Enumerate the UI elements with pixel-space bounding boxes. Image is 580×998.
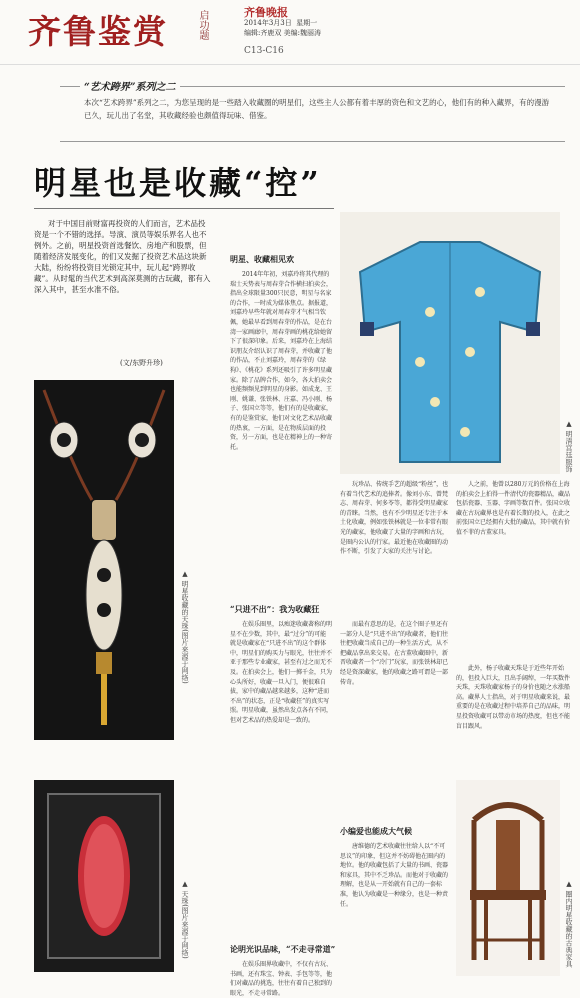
section3-subhead: 论明光识品味，“不走寻常道” [230, 944, 336, 954]
issue-date: 2014年3月3日 [244, 19, 292, 27]
mid-text-2: 在娱乐圈里，以痴迷收藏著称的明星不在少数，其中，最“过分”的可能就是收藏家在“只进不出”的这个群体中，明星们的购买力与眼光，往往并不亚于那些专业藏家，甚至有过之而无不及。在拍卖会上，他们一掷千金，只为心头所好，收藏一旦入门，便很难自拔，家中的藏品越来越多，这种“进而不出”的状态，正是“收藏狂”的真实写照。明星收藏，虽然出发点各有不同，但对艺术品的热爱却是一致的。 [230, 621, 333, 724]
caption-armchair: ▲ 圈内明星收藏的古典家具 [565, 880, 573, 968]
caption-robe: ▲ 明清宫廷服饰 [565, 420, 573, 473]
series-title: “艺术跨界”系列之二 [80, 78, 180, 93]
right-text-1: 玩珍品、传统手艺的超级“粉丝”，也有着当代艺术的追捧者。像刘小东、曾梵志、周春芽、何多苓等，都得受明星藏家的青睐。当然，也有不少明星还专注于本土化收藏，例如张铁林就是一位非常有眼光的藏家，他收藏了大量的字画和古玩，是圈内公认的行家。最近他在收藏圈的动作不断，引发了大家的关注与讨论。 [340, 481, 449, 556]
byline: (文/东野升珍) [120, 359, 163, 367]
right-text-3: 唐维德的艺术收藏往往给人以“不可思议”的印象，但这并不妨碍他在圈内的地位。他的收藏包括了大量的书画、瓷器和家具，其中不乏珍品。而他对于收藏的理解，也是从一开始就有自己的一套标准，他认为收藏是一种缘分，也是一种责任。 [340, 843, 449, 908]
caption-dzi-bead: ▲ 天珠(图片来源于网络) [181, 880, 189, 959]
caption-dzi-necklace: ▲ 明星收藏的天珠(图片来源于网络) [181, 570, 189, 684]
headline: 明星也是收藏“控” [34, 164, 322, 202]
editor: 编辑:齐鹿双 [244, 29, 282, 37]
right-text-2: 而最有意思的是，在这个圈子里还有一部分人是“只进不出”的收藏者，他们往往把收藏当成自己的一种生活方式，从不把藏品拿出来交易。在古董收藏圈中，新晋收藏者一个“冷门”玩家，而张铁林却已经是资深藏家，他的收藏之路可谓是一部传奇。 [340, 621, 449, 686]
section1-subhead: 明星、收藏相见欢 [230, 254, 294, 264]
masthead-divider [0, 64, 580, 65]
right-text-4: 人之前，他曾以280万元的价格在上海的拍卖会上拍得一件清代的瓷器精品，藏品包括瓷器、玉器、字画等数百件。张国立收藏在古玩藏界也是有着长期的投入，在此之前张国立已经拥有大批的藏品，其中就有价值不菲的古董家具。 [456, 481, 571, 536]
page-range: C13-C16 [244, 46, 284, 56]
qing-robe-photo [340, 212, 560, 474]
masthead-side-text: 启功题 [197, 10, 208, 40]
right-text-5: 此外，杨子收藏天珠是于近些年开始的，但投入巨大，且出手阔绰，一年买数件天珠，天珠收藏家杨子的身价也随之水涨船高。藏界人士指出，对于明星收藏来说，最重要的是在收藏过程中培养自己的品味，明星投资收藏可以带动市场的热度，但也不能盲目跟风。 [456, 665, 571, 730]
section2-subhead: “只进不出”：我为收藏狂 [230, 604, 320, 614]
paper-name: 齐鲁晚报 [244, 6, 288, 19]
masthead-info [244, 8, 321, 38]
mid-text-1: 2014年年初，刘嘉玲将其代理的瑞士天势表与周春芽合作横扫拍卖会，指出全球限量300只民意，明星与名家的合作，一时成为媒体焦点。据报道，刘嘉玲早些年就对周春芽才气相当钦佩，她最早看到周春芽的作品，是在台湾一家画廊中，周春芽画的桃花给她留下了很深印象。后来，刘嘉玲在上海结识朋友介绍认识了周春芽，并收藏了他的作品，不止刘嘉玲，周春芽的《绿狗》、《桃花》系列还吸引了许多明星藏家。除了品牌合作，如今，各大拍卖会也能频频见到明星的身影。如成龙、王刚、姚谦、张铁林、庄嘉、冯小刚、杨子、张国立等等，他们有的是收藏家，有的是鉴赏家，他们对文化艺术品收藏的热衷，一方面，是在物质层面的投资，另一方面，也是在精神上的一种寄托。 [230, 271, 333, 451]
mid-text-3: 在娱乐圈界收藏中，不仅有古玩、书画，还有珠宝、钟表、手包等等，他们对藏品的挑选，往往有着自己独到的眼光，不走寻常路。 [230, 961, 333, 997]
lede: 对于中国目前财富再投资的人们而言，艺术品投资是一个不错的选择。导演、演员等娱乐界名人也不例外。之前，明星投资首选餐饮、房地产和股票，但随着经济发展变化，的们又发掘了投资艺术品这块新大陆，纷纷将投资目光锁定其中，玩儿起“跨界收藏”。从时髦的当代艺术到高深莫测的古玩藏，都有入深入其中，甚至水准不俗。 [34, 219, 211, 294]
series-intro: 本次“艺术跨界”系列之二，为您呈现的是一些踏入收藏圈的明星们，这些主人公都有着丰厚的资色和文艺的心，他们有的种入藏界，有的漫游已久，玩儿出了名堂，其收藏经验也颇值得玩味、借鉴。 [84, 98, 550, 120]
dzi-bead-photo [34, 780, 174, 972]
dzi-necklace-photo [34, 380, 174, 740]
right-subhead: 小编爱也能成大气候 [340, 826, 412, 836]
armchair-photo [456, 780, 560, 976]
designer: 美编:魏丽涛 [283, 29, 321, 37]
issue-weekday: 星期一 [296, 19, 318, 27]
masthead-logo: 齐鲁鉴赏 [28, 12, 168, 51]
headline-rule [34, 208, 334, 209]
